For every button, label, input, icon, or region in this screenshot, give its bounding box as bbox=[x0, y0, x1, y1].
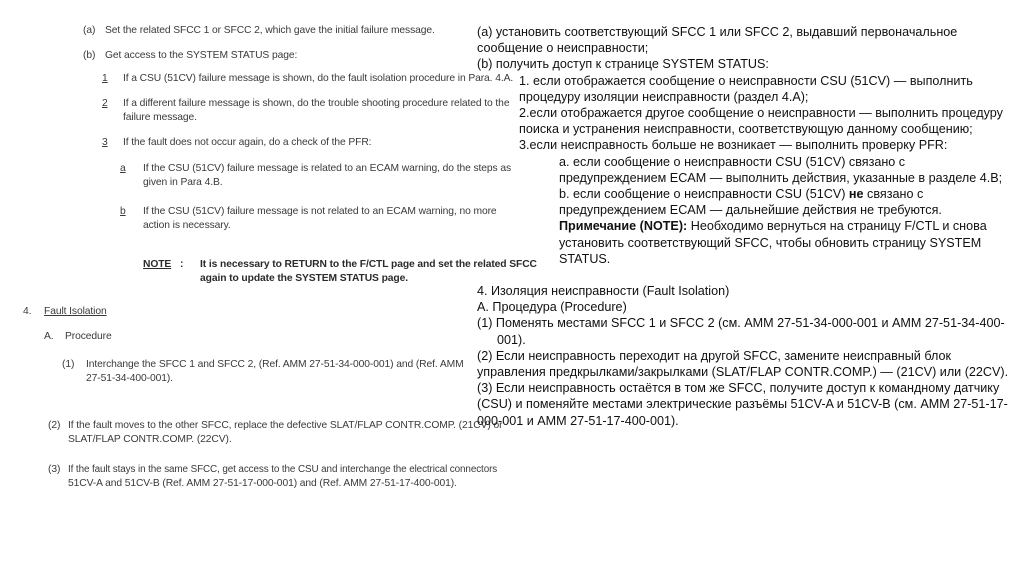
item-b-text: Get access to the SYSTEM STATUS page: bbox=[105, 50, 298, 61]
tr-sub1: 1. если отображается сообщение о неисправности CSU (51CV) — выполнить процедуру изоляции неисправности (раздел 4.А); bbox=[519, 73, 973, 104]
sub3-num: 3 bbox=[102, 137, 108, 148]
sub1-num: 1 bbox=[102, 73, 108, 84]
subb-line1: If the CSU (51CV) failure message is not related to an ECAM warning, no more bbox=[143, 206, 497, 217]
proc1-line2: 27-51-34-400-001). bbox=[86, 373, 173, 384]
section4-title: Fault Isolation bbox=[44, 306, 107, 317]
tr-proc3: (3) Если неисправность остаётся в том же SFCC, получите доступ к командному датчику (CSU) и поменяйте местами электрические разъёмы 51CV-A и 51CV-B (см. AMM 27-51-17-000-001 и AMM 27-51-17-400-001). bbox=[477, 381, 1008, 428]
suba-label: a bbox=[120, 163, 126, 174]
sub2-line1: If a different failure message is shown, do the trouble shooting procedure related to the bbox=[123, 98, 510, 109]
sub3-text: If the fault does not occur again, do a check of the PFR: bbox=[123, 137, 372, 148]
tr-sub-b bbox=[477, 186, 1013, 218]
sub2-num: 2 bbox=[102, 98, 108, 109]
proc3-line1: If the fault stays in the same SFCC, get access to the CSU and interchange the electrical connectors bbox=[68, 464, 498, 475]
proc3-label: (3) bbox=[48, 464, 61, 475]
sub1-text: If a CSU (51CV) failure message is shown, do the fault isolation procedure in Para. 4.A. bbox=[123, 73, 514, 84]
proc2-line2: SLAT/FLAP CONTR.COMP. (22CV). bbox=[68, 434, 232, 445]
proc2-label: (2) bbox=[48, 420, 61, 431]
tr-note-text: Необходимо вернуться на страницу F/CTL и снова установить соответствующий SFCC, чтобы обновить страницу SYSTEM STATUS. bbox=[559, 219, 987, 266]
subb-label: b bbox=[120, 206, 126, 217]
sectionA-label: A. bbox=[44, 331, 54, 342]
spacer bbox=[477, 267, 1013, 283]
tr-note-label: Примечание (NOTE): bbox=[559, 219, 688, 234]
tr-section4: 4. Изоляция неисправности (Fault Isolation) bbox=[477, 284, 730, 299]
proc3-line2: 51CV-A and 51CV-B (Ref. AMM 27-51-17-000-001) and (Ref. AMM 27-51-17-400-001). bbox=[68, 478, 457, 489]
sectionA-title: Procedure bbox=[65, 331, 112, 342]
tr-proc1: (1) Поменять местами SFCC 1 и SFCC 2 (см. AMM 27-51-34-000-001 и AMM 27-51-34-400-001). bbox=[477, 316, 1005, 347]
sub2-line2: failure message. bbox=[123, 112, 197, 123]
tr-sub2: 2.если отображается другое сообщение о неисправности — выполнить процедуру поиска и устранения неисправности, соответствующую данному сообщению; bbox=[519, 106, 1003, 137]
proc1-label: (1) bbox=[62, 359, 75, 370]
note-line2: again to update the SYSTEM STATUS page. bbox=[200, 273, 408, 284]
item-b-label: (b) bbox=[83, 50, 96, 61]
note-label: NOTE bbox=[143, 259, 172, 270]
tr-proc2: (2) Если неисправность переходит на другой SFCC, замените неисправный блок управления предкрылками/закрылками (SLAT/FLAP CONTR.COMP.) — (21CV) или (22CV). bbox=[477, 348, 1009, 380]
tr-note bbox=[477, 218, 1013, 267]
tr-sub-a: a. если сообщение о неисправности CSU (51CV) связано с предупреждением ECAM — выполнить действия, указанные в разделе 4.В; bbox=[559, 154, 1003, 185]
item-a-label: (a) bbox=[83, 25, 96, 36]
item-a-text: Set the related SFCC 1 or SFCC 2, which gave the initial failure message. bbox=[105, 25, 435, 36]
tr-sub-b-post: связано с предупреждением ECAM — дальнейшие действия не требуются. bbox=[559, 187, 942, 218]
section4-num: 4. bbox=[23, 306, 32, 317]
proc2-line1: If the fault moves to the other SFCC, replace the defective SLAT/FLAP CONTR.COMP. (21CV) or bbox=[68, 420, 503, 431]
translation bbox=[477, 24, 1013, 429]
tr-sub-b-emph: не bbox=[848, 187, 864, 202]
tr-item-b: (b) получить доступ к странице SYSTEM STATUS: bbox=[477, 57, 769, 72]
suba-line2: given in Para 4.B. bbox=[143, 177, 223, 188]
tr-sub3: 3.если неисправность больше не возникает — выполнить проверку PFR: bbox=[519, 138, 948, 153]
tr-item-a: (a) установить соответствующий SFCC 1 или SFCC 2, выдавший первоначальное сообщение о неисправности; bbox=[477, 25, 958, 56]
tr-sectionA: А. Процедура (Procedure) bbox=[477, 300, 627, 315]
proc1-line1: Interchange the SFCC 1 and SFCC 2, (Ref. AMM 27-51-34-000-001) and (Ref. AMM bbox=[86, 359, 464, 370]
suba-line1: If the CSU (51CV) failure message is related to an ECAM warning, do the steps as bbox=[143, 163, 512, 174]
scanned-original bbox=[10, 10, 537, 565]
tr-sub-b-pre: b. если сообщение о неисправности CSU (51CV) bbox=[559, 187, 849, 202]
subb-line2: action is necessary. bbox=[143, 220, 231, 231]
note-colon: : bbox=[180, 259, 184, 270]
note-line1: It is necessary to RETURN to the F/CTL page and set the related SFCC bbox=[200, 259, 537, 270]
